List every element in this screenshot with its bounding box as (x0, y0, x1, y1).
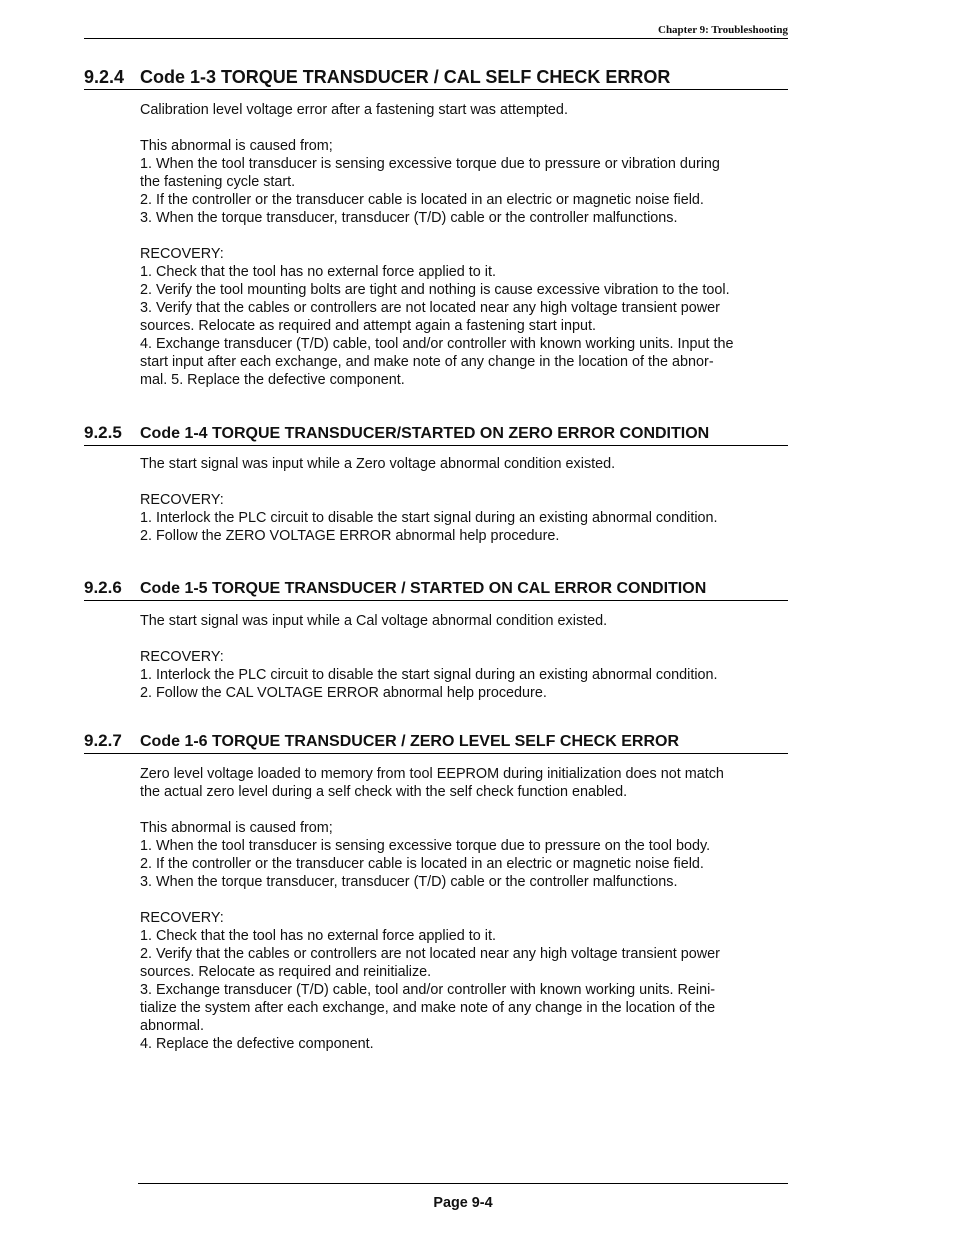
text-line: sources. Relocate as required and reinitialize. (140, 964, 432, 980)
text-line: This abnormal is caused from; (140, 820, 333, 836)
text-line: RECOVERY: (140, 492, 224, 508)
text-line: 3. Exchange transducer (T/D) cable, tool and/or controller with known working units. Reini- (140, 982, 716, 998)
section-title: Code 1-6 TORQUE TRANSDUCER / ZERO LEVEL SELF CHECK ERROR (140, 733, 680, 750)
section-number: 9.2.7 (84, 731, 122, 750)
text-line: 4. Replace the defective component. (140, 1036, 374, 1052)
paragraph-gap (140, 473, 790, 491)
section-title: Code 1-5 TORQUE TRANSDUCER / STARTED ON CAL ERROR CONDITION (140, 580, 707, 597)
paragraph-gap (140, 630, 790, 648)
text-line: 1. Interlock the PLC circuit to disable the start signal during an existing abnormal condition. (140, 510, 718, 526)
text-line: 3. When the torque transducer, transducer (T/D) cable or the controller malfunctions. (140, 874, 678, 890)
text-line: The start signal was input while a Zero voltage abnormal condition existed. (140, 456, 616, 472)
text-line: 4. Exchange transducer (T/D) cable, tool and/or controller with known working units. Input the (140, 336, 734, 352)
text-line: RECOVERY: (140, 246, 224, 262)
section-body-9-2-5 (140, 455, 790, 545)
text-line: 2. If the controller or the transducer cable is located in an electric or magnetic noise field. (140, 192, 704, 208)
text-line: 2. Verify that the cables or controllers are not located near any high voltage transient power (140, 946, 720, 962)
section-body-9-2-4 (140, 101, 790, 389)
text-line: the actual zero level during a self check with the self check function enabled. (140, 784, 628, 800)
text-line: Zero level voltage loaded to memory from tool EEPROM during initialization does not match (140, 766, 724, 782)
text-line: start input after each exchange, and make note of any change in the location of the abnor- (140, 354, 714, 370)
text-line: tialize the system after each exchange, and make note of any change in the location of the (140, 1000, 716, 1016)
text-line: 1. When the tool transducer is sensing excessive torque due to pressure on the tool body. (140, 838, 711, 854)
text-line: Calibration level voltage error after a fastening start was attempted. (140, 102, 568, 118)
paragraph-gap (140, 891, 790, 909)
text-line: RECOVERY: (140, 649, 224, 665)
text-line: 2. Verify the tool mounting bolts are tight and nothing is cause excessive vibration to the tool. (140, 282, 730, 298)
section-heading-9-2-7 (84, 730, 788, 754)
section-number: 9.2.6 (84, 578, 122, 597)
paragraph-gap (140, 119, 790, 137)
text-line: 2. Follow the ZERO VOLTAGE ERROR abnormal help procedure. (140, 528, 560, 544)
text-line: 1. When the tool transducer is sensing excessive torque due to pressure or vibration during (140, 156, 720, 172)
section-number: 9.2.4 (84, 67, 125, 87)
text-line: 3. When the torque transducer, transducer (T/D) cable or the controller malfunctions. (140, 210, 678, 226)
text-line: the fastening cycle start. (140, 174, 296, 190)
text-line: abnormal. (140, 1018, 204, 1034)
section-heading-9-2-6 (84, 577, 788, 601)
section-body-9-2-7 (140, 765, 790, 1053)
text-line: 1. Check that the tool has no external force applied to it. (140, 928, 496, 944)
paragraph-gap (140, 227, 790, 245)
text-line: sources. Relocate as required and attempt again a fastening start input. (140, 318, 596, 334)
text-line: mal. 5. Replace the defective component. (140, 372, 405, 388)
footer-rule (138, 1183, 788, 1184)
text-line: 1. Check that the tool has no external force applied to it. (140, 264, 496, 280)
section-heading-9-2-5 (84, 422, 788, 446)
text-line: 3. Verify that the cables or controllers are not located near any high voltage transient power (140, 300, 720, 316)
text-line: 2. If the controller or the transducer cable is located in an electric or magnetic noise field. (140, 856, 704, 872)
section-body-9-2-6 (140, 612, 790, 702)
text-line: The start signal was input while a Cal voltage abnormal condition existed. (140, 613, 608, 629)
section-number: 9.2.5 (84, 423, 122, 442)
page-number: Page 9-4 (433, 1195, 493, 1211)
paragraph-gap (140, 801, 790, 819)
text-line: 1. Interlock the PLC circuit to disable the start signal during an existing abnormal condition. (140, 667, 718, 683)
section-title: Code 1-3 TORQUE TRANSDUCER / CAL SELF CHECK ERROR (140, 67, 671, 87)
text-line: RECOVERY: (140, 910, 224, 926)
section-heading-9-2-4 (84, 66, 788, 90)
section-title: Code 1-4 TORQUE TRANSDUCER/STARTED ON ZERO ERROR CONDITION (140, 425, 710, 442)
text-line: This abnormal is caused from; (140, 138, 333, 154)
text-line: 2. Follow the CAL VOLTAGE ERROR abnormal help procedure. (140, 685, 547, 701)
running-header: Chapter 9: Troubleshooting (84, 24, 788, 39)
